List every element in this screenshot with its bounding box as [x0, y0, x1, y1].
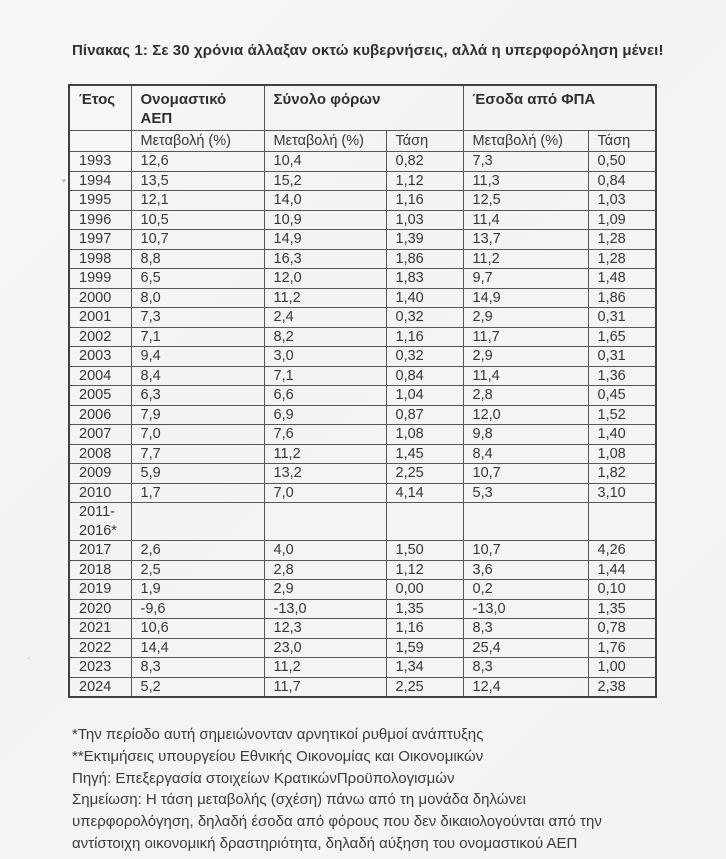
table-row: [69, 483, 656, 503]
footnote-line: *Την περίοδο αυτή σημειώνονταν αρνητικοί ρυθμοί ανάπτυξης: [72, 726, 484, 743]
vat-trend-cell: 1,35: [588, 599, 656, 619]
year-cell: 2017: [69, 541, 131, 561]
subheader-vat-change: Μεταβολή (%): [463, 131, 588, 152]
gdp-change-cell: 8,3: [131, 658, 264, 678]
table-row: [69, 386, 656, 406]
vat-change-cell: 11,3: [463, 171, 588, 191]
table-header: [69, 85, 656, 152]
tax-change-cell: 11,2: [264, 444, 386, 464]
tax-trend-cell: 1,08: [386, 425, 463, 445]
table-row: [69, 619, 656, 639]
tax-change-cell: 2,4: [264, 308, 386, 328]
vat-trend-cell: 0,45: [588, 386, 656, 406]
vat-change-cell: 12,4: [463, 677, 588, 697]
table-row: [69, 638, 656, 658]
vat-change-cell: 2,9: [463, 347, 588, 367]
tax-trend-cell: 1,50: [386, 541, 463, 561]
footnote-line: υπερφορολόγηση, δηλαδή έσοδα από φόρους που δεν δικαιολογούνται από την: [72, 813, 602, 831]
tax-change-cell: 11,7: [264, 677, 386, 697]
vat-trend-cell: 1,09: [588, 210, 656, 230]
vat-trend-cell: 4,26: [588, 541, 656, 561]
table-caption: Πίνακας 1: Σε 30 χρόνια άλλαξαν οκτώ κυβερνήσεις, αλλά η υπερφορόληση μένει!: [72, 42, 664, 59]
tax-trend-cell: 1,16: [386, 327, 463, 347]
vat-change-cell: 25,4: [463, 638, 588, 658]
footnote-line: Σημείωση: Η τάση μεταβολής (σχέση) πάνω από τη μονάδα δηλώνει: [72, 791, 526, 809]
footnote-line: αντίστοιχη οικονομική δραστηριότητα, δηλαδή αύξηση του ονομαστικού ΑΕΠ: [72, 834, 578, 852]
table-row: [69, 405, 656, 425]
gdp-change-cell: 5,2: [131, 677, 264, 697]
table-row: [69, 249, 656, 269]
tax-trend-cell: 2,25: [386, 677, 463, 697]
tax-change-cell: -13,0: [264, 599, 386, 619]
gdp-change-cell: 8,8: [131, 249, 264, 269]
vat-trend-cell: 1,65: [588, 327, 656, 347]
tax-change-cell: 10,9: [264, 210, 386, 230]
vat-change-cell: 9,8: [463, 425, 588, 445]
subheader-tax-change: Μεταβολή (%): [264, 131, 386, 152]
year-cell: 2021: [69, 619, 131, 639]
tax-change-cell: 7,0: [264, 483, 386, 503]
vat-trend-cell: 1,52: [588, 405, 656, 425]
vat-change-cell: 12,0: [463, 405, 588, 425]
tax-trend-cell: 0,87: [386, 405, 463, 425]
tax-change-cell: 14,0: [264, 191, 386, 211]
gdp-change-cell: [131, 503, 264, 541]
vat-change-cell: 13,7: [463, 230, 588, 250]
year-cell: 2001: [69, 308, 131, 328]
year-cell: 1995: [69, 191, 131, 211]
table-row: [69, 230, 656, 250]
year-cell: 2011-2016*: [69, 503, 131, 541]
col-header-gdp: Ονομαστικό ΑΕΠ: [131, 85, 264, 131]
tax-trend-cell: 1,16: [386, 191, 463, 211]
vat-trend-cell: 1,86: [588, 288, 656, 308]
header-row-groups: [69, 85, 656, 131]
header-row-measures: [69, 131, 656, 152]
vat-trend-cell: 1,28: [588, 230, 656, 250]
vat-trend-cell: 1,44: [588, 560, 656, 580]
vat-change-cell: 7,3: [463, 152, 588, 172]
vat-trend-cell: 1,00: [588, 658, 656, 678]
year-cell: 2024: [69, 677, 131, 697]
tax-trend-cell: [386, 503, 463, 541]
vat-trend-cell: 1,08: [588, 444, 656, 464]
gdp-change-cell: 6,5: [131, 269, 264, 289]
year-cell: 1993: [69, 152, 131, 172]
table-row: [69, 444, 656, 464]
tax-trend-cell: 1,83: [386, 269, 463, 289]
gdp-change-cell: 8,0: [131, 288, 264, 308]
vat-trend-cell: 1,76: [588, 638, 656, 658]
table-row: [69, 677, 656, 697]
tax-trend-cell: 0,00: [386, 580, 463, 600]
col-header-taxes: Σύνολο φόρων: [264, 85, 463, 131]
gdp-change-cell: 7,9: [131, 405, 264, 425]
tax-change-cell: 2,9: [264, 580, 386, 600]
vat-trend-cell: 1,40: [588, 425, 656, 445]
vat-trend-cell: 0,10: [588, 580, 656, 600]
table-row: [69, 599, 656, 619]
table-row: [69, 308, 656, 328]
tax-change-cell: 10,4: [264, 152, 386, 172]
col-header-year: Έτος: [69, 85, 131, 131]
vat-trend-cell: 0,84: [588, 171, 656, 191]
year-cell: 1999: [69, 269, 131, 289]
subheader-empty: [69, 131, 131, 152]
gdp-change-cell: 7,7: [131, 444, 264, 464]
tax-change-cell: 7,6: [264, 425, 386, 445]
tax-change-cell: 15,2: [264, 171, 386, 191]
tax-trend-cell: 1,03: [386, 210, 463, 230]
year-cell: 2000: [69, 288, 131, 308]
vat-trend-cell: 3,10: [588, 483, 656, 503]
vat-change-cell: 11,7: [463, 327, 588, 347]
tax-trend-cell: 1,39: [386, 230, 463, 250]
table-row: [69, 210, 656, 230]
table-row: [69, 191, 656, 211]
gdp-change-cell: 10,5: [131, 210, 264, 230]
gdp-change-cell: 12,6: [131, 152, 264, 172]
tax-trend-cell: 2,25: [386, 464, 463, 484]
table-row: [69, 425, 656, 445]
gdp-change-cell: 7,3: [131, 308, 264, 328]
vat-change-cell: 2,8: [463, 386, 588, 406]
table-row: [69, 366, 656, 386]
table-row: [69, 152, 656, 172]
table-row: [69, 347, 656, 367]
year-cell: 2023: [69, 658, 131, 678]
tax-change-cell: 12,0: [264, 269, 386, 289]
tax-trend-cell: 1,86: [386, 249, 463, 269]
year-cell: 2022: [69, 638, 131, 658]
year-cell: 2008: [69, 444, 131, 464]
table-row: [69, 503, 656, 541]
tax-trend-cell: 1,12: [386, 171, 463, 191]
vat-change-cell: -13,0: [463, 599, 588, 619]
year-cell: 1994: [69, 171, 131, 191]
scan-artifact: [62, 178, 67, 183]
tax-change-cell: 4,0: [264, 541, 386, 561]
vat-trend-cell: 0,31: [588, 308, 656, 328]
table-row: [69, 658, 656, 678]
subheader-gdp-change: Μεταβολή (%): [131, 131, 264, 152]
scan-artifact: [27, 657, 30, 659]
tax-change-cell: 16,3: [264, 249, 386, 269]
tax-change-cell: 2,8: [264, 560, 386, 580]
gdp-change-cell: -9,6: [131, 599, 264, 619]
vat-trend-cell: 1,28: [588, 249, 656, 269]
vat-change-cell: 14,9: [463, 288, 588, 308]
year-cell: 2005: [69, 386, 131, 406]
table-body: [69, 152, 656, 698]
gdp-change-cell: 10,6: [131, 619, 264, 639]
gdp-change-cell: 9,4: [131, 347, 264, 367]
year-cell: 2019: [69, 580, 131, 600]
vat-change-cell: 8,4: [463, 444, 588, 464]
table-row: [69, 327, 656, 347]
subheader-tax-trend: Τάση: [386, 131, 463, 152]
tax-change-cell: 13,2: [264, 464, 386, 484]
table-row: [69, 560, 656, 580]
vat-change-cell: 11,4: [463, 366, 588, 386]
vat-change-cell: 11,2: [463, 249, 588, 269]
year-cell: 2006: [69, 405, 131, 425]
vat-change-cell: 11,4: [463, 210, 588, 230]
year-cell: 2010: [69, 483, 131, 503]
tax-change-cell: 11,2: [264, 658, 386, 678]
tax-trend-cell: 1,45: [386, 444, 463, 464]
gdp-change-cell: 1,7: [131, 483, 264, 503]
gdp-change-cell: 12,1: [131, 191, 264, 211]
tax-trend-cell: 1,04: [386, 386, 463, 406]
year-cell: 2020: [69, 599, 131, 619]
year-cell: 2009: [69, 464, 131, 484]
vat-trend-cell: 1,36: [588, 366, 656, 386]
table-row: [69, 288, 656, 308]
table-row: [69, 541, 656, 561]
vat-trend-cell: 1,03: [588, 191, 656, 211]
vat-trend-cell: 1,48: [588, 269, 656, 289]
gdp-change-cell: 2,6: [131, 541, 264, 561]
tax-change-cell: 7,1: [264, 366, 386, 386]
gdp-change-cell: 7,0: [131, 425, 264, 445]
tax-change-cell: 11,2: [264, 288, 386, 308]
vat-change-cell: 9,7: [463, 269, 588, 289]
year-cell: 1996: [69, 210, 131, 230]
vat-trend-cell: 2,38: [588, 677, 656, 697]
year-cell: 2018: [69, 560, 131, 580]
year-cell: 1997: [69, 230, 131, 250]
gdp-change-cell: 13,5: [131, 171, 264, 191]
vat-change-cell: 10,7: [463, 464, 588, 484]
vat-change-cell: 5,3: [463, 483, 588, 503]
year-cell: 2007: [69, 425, 131, 445]
tax-trend-cell: 0,84: [386, 366, 463, 386]
footnote-line: **Εκτιμήσεις υπουργείου Εθνικής Οικονομίας και Οικονομικών: [72, 747, 484, 765]
tax-trend-cell: 0,32: [386, 308, 463, 328]
vat-change-cell: 12,5: [463, 191, 588, 211]
table-row: [69, 171, 656, 191]
vat-change-cell: 8,3: [463, 619, 588, 639]
tax-change-cell: 8,2: [264, 327, 386, 347]
vat-change-cell: 0,2: [463, 580, 588, 600]
table-row: [69, 269, 656, 289]
tax-trend-cell: 0,82: [386, 152, 463, 172]
tax-trend-cell: 1,34: [386, 658, 463, 678]
vat-trend-cell: [588, 503, 656, 541]
gdp-change-cell: 1,9: [131, 580, 264, 600]
data-table: [68, 84, 657, 698]
year-cell: 1998: [69, 249, 131, 269]
tax-trend-cell: 1,16: [386, 619, 463, 639]
subheader-vat-trend: Τάση: [588, 131, 656, 152]
col-header-vat: Έσοδα από ΦΠΑ: [463, 85, 656, 131]
vat-change-cell: 2,9: [463, 308, 588, 328]
year-cell: 2004: [69, 366, 131, 386]
tax-change-cell: [264, 503, 386, 541]
vat-change-cell: [463, 503, 588, 541]
vat-trend-cell: 0,31: [588, 347, 656, 367]
gdp-change-cell: 10,7: [131, 230, 264, 250]
table-row: [69, 580, 656, 600]
tax-change-cell: 14,9: [264, 230, 386, 250]
year-cell: 2002: [69, 327, 131, 347]
footnotes: [72, 724, 712, 855]
vat-change-cell: 3,6: [463, 560, 588, 580]
gdp-change-cell: 5,9: [131, 464, 264, 484]
gdp-change-cell: 7,1: [131, 327, 264, 347]
tax-trend-cell: 1,59: [386, 638, 463, 658]
tax-change-cell: 12,3: [264, 619, 386, 639]
vat-trend-cell: 1,82: [588, 464, 656, 484]
vat-change-cell: 8,3: [463, 658, 588, 678]
tax-trend-cell: 1,40: [386, 288, 463, 308]
vat-trend-cell: 0,50: [588, 152, 656, 172]
tax-change-cell: 3,0: [264, 347, 386, 367]
tax-trend-cell: 0,32: [386, 347, 463, 367]
tax-trend-cell: 1,35: [386, 599, 463, 619]
year-cell: 2003: [69, 347, 131, 367]
tax-change-cell: 23,0: [264, 638, 386, 658]
vat-change-cell: 10,7: [463, 541, 588, 561]
tax-change-cell: 6,9: [264, 405, 386, 425]
footnote-line: Πηγή: Επεξεργασία στοιχείων ΚρατικώνΠροϋπολογισμών: [72, 769, 455, 787]
tax-trend-cell: 4,14: [386, 483, 463, 503]
tax-trend-cell: 1,12: [386, 560, 463, 580]
gdp-change-cell: 6,3: [131, 386, 264, 406]
table-row: [69, 464, 656, 484]
gdp-change-cell: 8,4: [131, 366, 264, 386]
vat-trend-cell: 0,78: [588, 619, 656, 639]
gdp-change-cell: 2,5: [131, 560, 264, 580]
tax-change-cell: 6,6: [264, 386, 386, 406]
gdp-change-cell: 14,4: [131, 638, 264, 658]
